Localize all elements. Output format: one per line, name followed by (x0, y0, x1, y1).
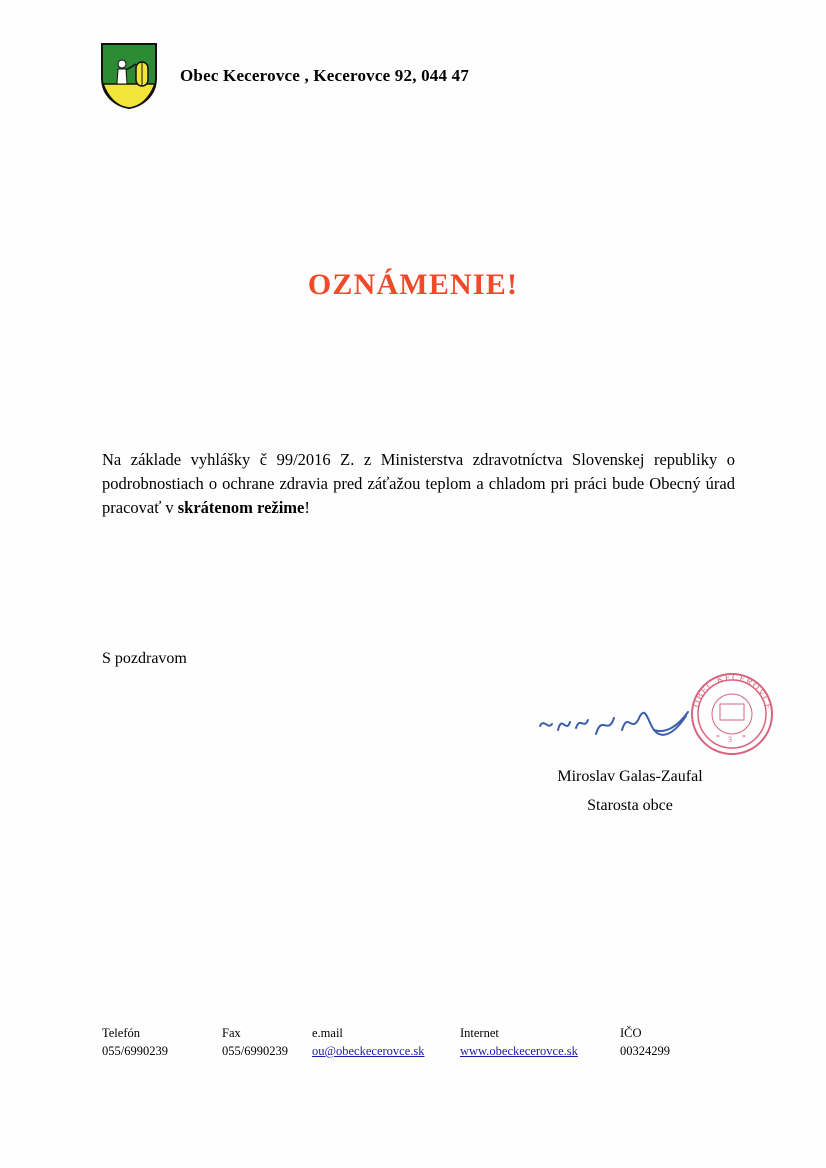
paragraph-text-end: ! (304, 498, 310, 517)
footer-value-email[interactable]: ou@obeckecerovce.sk (312, 1044, 425, 1058)
svg-text:3: 3 (728, 735, 732, 744)
signatory-name: Miroslav Galas-Zaufal (557, 768, 703, 785)
svg-text:*: * (742, 733, 746, 742)
paragraph-text-start: Na základe vyhlášky č 99/2016 Z. z Ministerstva zdravotníctva Slovenskej republiky o podrobnostiach o ochrane zdravia pred záťažou teplom a chladom pri práci bude Obecný úrad pracovať v (102, 450, 735, 517)
footer-value-fax: 055/6990239 (222, 1044, 288, 1058)
body-paragraph (102, 448, 735, 520)
footer-value-ico: 00324299 (620, 1044, 670, 1058)
paragraph-emphasis: skrátenom režime (177, 498, 305, 517)
svg-text:OBEC KECEROVCE: OBEC KECEROVCE (690, 671, 774, 712)
official-stamp (686, 668, 778, 760)
document-footer (102, 1025, 742, 1059)
footer-label-fax: Fax (222, 1026, 241, 1040)
footer-label-internet: Internet (460, 1026, 499, 1040)
footer-label-email: e.mail (312, 1026, 343, 1040)
header-title: Obec Kecerovce , Kecerovce 92, 044 47 (180, 66, 470, 85)
document-header (100, 42, 469, 110)
svg-text:*: * (716, 733, 720, 742)
handwritten-signature (536, 700, 706, 760)
signatory-role: Starosta obce (587, 797, 673, 814)
footer-label-ico: IČO (620, 1026, 642, 1040)
footer-value-internet[interactable]: www.obeckecerovce.sk (460, 1044, 578, 1058)
footer-label-phone: Telefón (102, 1026, 140, 1040)
footer-value-phone: 055/6990239 (102, 1044, 168, 1058)
closing-regards: S pozdravom (102, 650, 187, 667)
coat-of-arms-icon (100, 42, 158, 110)
announcement-title: OZNÁMENIE! (307, 268, 519, 301)
footer-values-row (102, 1043, 742, 1059)
footer-labels-row (102, 1025, 742, 1041)
